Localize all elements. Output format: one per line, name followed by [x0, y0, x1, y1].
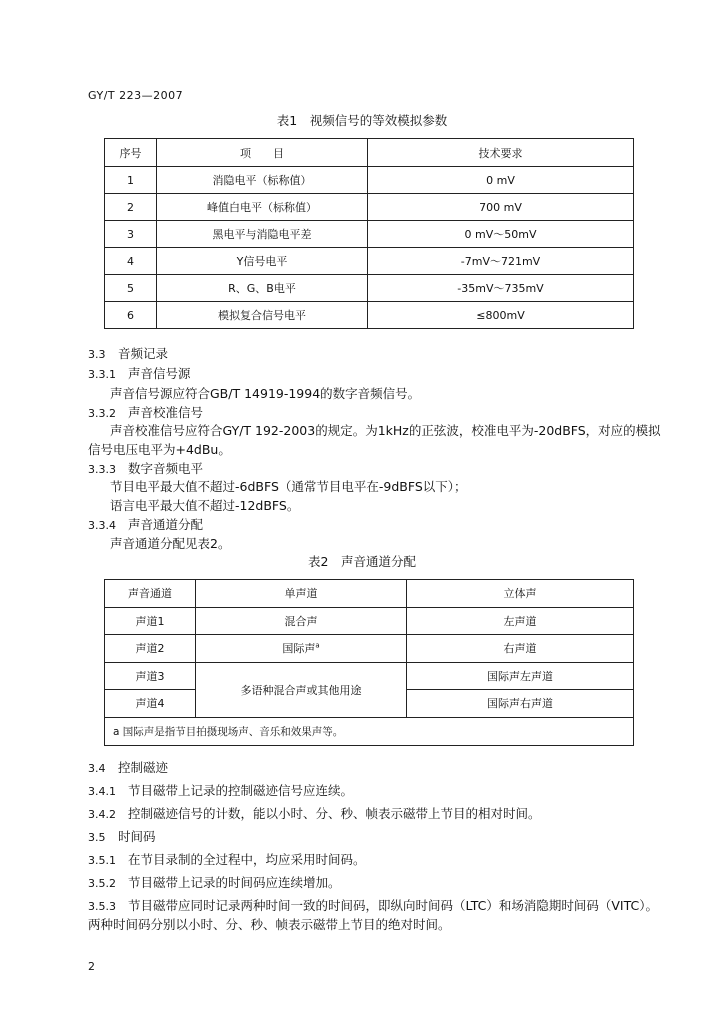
section-3-3-2	[88, 403, 203, 421]
table-cell: 3	[105, 221, 157, 248]
table-cell: 1	[105, 167, 157, 194]
section-3-5-1	[88, 850, 366, 868]
section-3-4-2	[88, 804, 541, 822]
section-number: 3.3.1	[88, 368, 116, 381]
audio-channel-table	[104, 579, 634, 746]
table-cell: R、G、B电平	[157, 275, 368, 302]
section-3-5-2	[88, 873, 341, 891]
table2-caption: 表2 声音通道分配	[308, 554, 416, 569]
paragraph: 语言电平最大值不超过-12dBFS。	[110, 498, 300, 513]
table-row	[105, 167, 634, 194]
table-cell: 左声道	[407, 607, 634, 635]
table-cell: 黑电平与消隐电平差	[157, 221, 368, 248]
section-3-3-1	[88, 364, 191, 382]
section-number: 3.3.2	[88, 407, 116, 420]
table-cell: 5	[105, 275, 157, 302]
paragraph: 节目磁带上记录的时间码应连续增加。	[128, 875, 341, 890]
table-cell: 模拟复合信号电平	[157, 302, 368, 329]
column-header: 项 目	[157, 139, 368, 167]
table-cell: 2	[105, 194, 157, 221]
table-cell: 消隐电平（标称值）	[157, 167, 368, 194]
section-title: 声音信号源	[128, 366, 191, 381]
table-cell: ≤800mV	[368, 302, 634, 329]
table-row	[105, 248, 634, 275]
paragraph: 声音校准信号应符合GY/T 192-2003的规定。为1kHz的正弦波，校准电平为-20dBFS，对应的模拟	[110, 423, 661, 438]
section-3-4	[88, 758, 168, 776]
table-footnote: a 国际声是指节目拍摄现场声、音乐和效果声等。	[105, 717, 634, 745]
table-row	[105, 221, 634, 248]
section-title: 音频记录	[118, 346, 169, 361]
section-3-5	[88, 827, 156, 845]
table-cell: -7mV～721mV	[368, 248, 634, 275]
section-title: 数字音频电平	[128, 461, 204, 476]
table-cell: Y信号电平	[157, 248, 368, 275]
table-cell: 4	[105, 248, 157, 275]
table-row	[105, 607, 634, 635]
section-number: 3.4.1	[88, 785, 116, 798]
section-3-3-3	[88, 459, 203, 477]
table-row	[105, 662, 634, 690]
table-cell: 声道3	[105, 662, 196, 690]
paragraph: 在节目录制的全过程中，均应采用时间码。	[128, 852, 366, 867]
table-header-row	[105, 580, 634, 608]
section-number: 3.3.4	[88, 519, 116, 532]
table-row	[105, 635, 634, 663]
table-cell: -35mV～735mV	[368, 275, 634, 302]
column-header: 技术要求	[368, 139, 634, 167]
table-cell	[196, 635, 407, 663]
table-note-row	[105, 717, 634, 745]
table-cell: 声道4	[105, 690, 196, 718]
paragraph: 声音通道分配见表2。	[110, 536, 231, 551]
paragraph: 控制磁迹信号的计数，能以小时、分、秒、帧表示磁带上节目的相对时间。	[128, 806, 541, 821]
table-header-row	[105, 139, 634, 167]
table-cell: 右声道	[407, 635, 634, 663]
section-number: 3.4.2	[88, 808, 116, 821]
table-row	[105, 275, 634, 302]
paragraph: 声音信号源应符合GB/T 14919-1994的数字音频信号。	[110, 386, 421, 401]
section-3-3	[88, 344, 168, 362]
section-number: 3.5	[88, 831, 106, 844]
table-cell: 700 mV	[368, 194, 634, 221]
paragraph: 节目磁带上记录的控制磁迹信号应连续。	[128, 783, 354, 798]
section-title: 控制磁迹	[118, 760, 169, 775]
footnote-marker: a	[315, 641, 320, 650]
table-cell: 6	[105, 302, 157, 329]
table-cell: 峰值白电平（标称值）	[157, 194, 368, 221]
section-3-4-1	[88, 781, 353, 799]
page-number: 2	[88, 960, 95, 973]
table1-caption: 表1 视频信号的等效模拟参数	[276, 113, 448, 128]
section-title: 时间码	[118, 829, 156, 844]
video-parameters-table	[104, 138, 634, 329]
section-title: 声音通道分配	[128, 517, 204, 532]
cell-text: 国际声	[282, 642, 316, 656]
table-cell: 0 mV～50mV	[368, 221, 634, 248]
section-3-3-4	[88, 515, 203, 533]
table-cell: 声道1	[105, 607, 196, 635]
paragraph: 两种时间码分别以小时、分、秒、帧表示磁带上节目的绝对时间。	[88, 917, 451, 932]
table-cell: 混合声	[196, 607, 407, 635]
section-title: 声音校准信号	[128, 405, 204, 420]
column-header: 序号	[105, 139, 157, 167]
section-number: 3.5.1	[88, 854, 116, 867]
merged-cell: 多语种混合声或其他用途	[196, 662, 407, 717]
paragraph: 节目电平最大值不超过-6dBFS（通常节目电平在-9dBFS以下）；	[110, 479, 467, 494]
section-number: 3.4	[88, 762, 106, 775]
table-cell: 国际声左声道	[407, 662, 634, 690]
table-row	[105, 194, 634, 221]
section-3-5-3	[88, 896, 658, 914]
table-row	[105, 302, 634, 329]
table-cell: 国际声右声道	[407, 690, 634, 718]
table-cell: 0 mV	[368, 167, 634, 194]
paragraph: 节目磁带应同时记录两种时间一致的时间码，即纵向时间码（LTC）和场消隐期时间码（VITC）。	[128, 898, 658, 913]
column-header: 单声道	[196, 580, 407, 608]
paragraph: 信号电压电平为+4dBu。	[88, 442, 231, 457]
section-number: 3.5.2	[88, 877, 116, 890]
section-number: 3.3	[88, 348, 106, 361]
column-header: 立体声	[407, 580, 634, 608]
table-cell: 声道2	[105, 635, 196, 663]
section-number: 3.3.3	[88, 463, 116, 476]
section-number: 3.5.3	[88, 900, 116, 913]
standard-header: GY/T 223—2007	[88, 89, 184, 102]
column-header: 声音通道	[105, 580, 196, 608]
